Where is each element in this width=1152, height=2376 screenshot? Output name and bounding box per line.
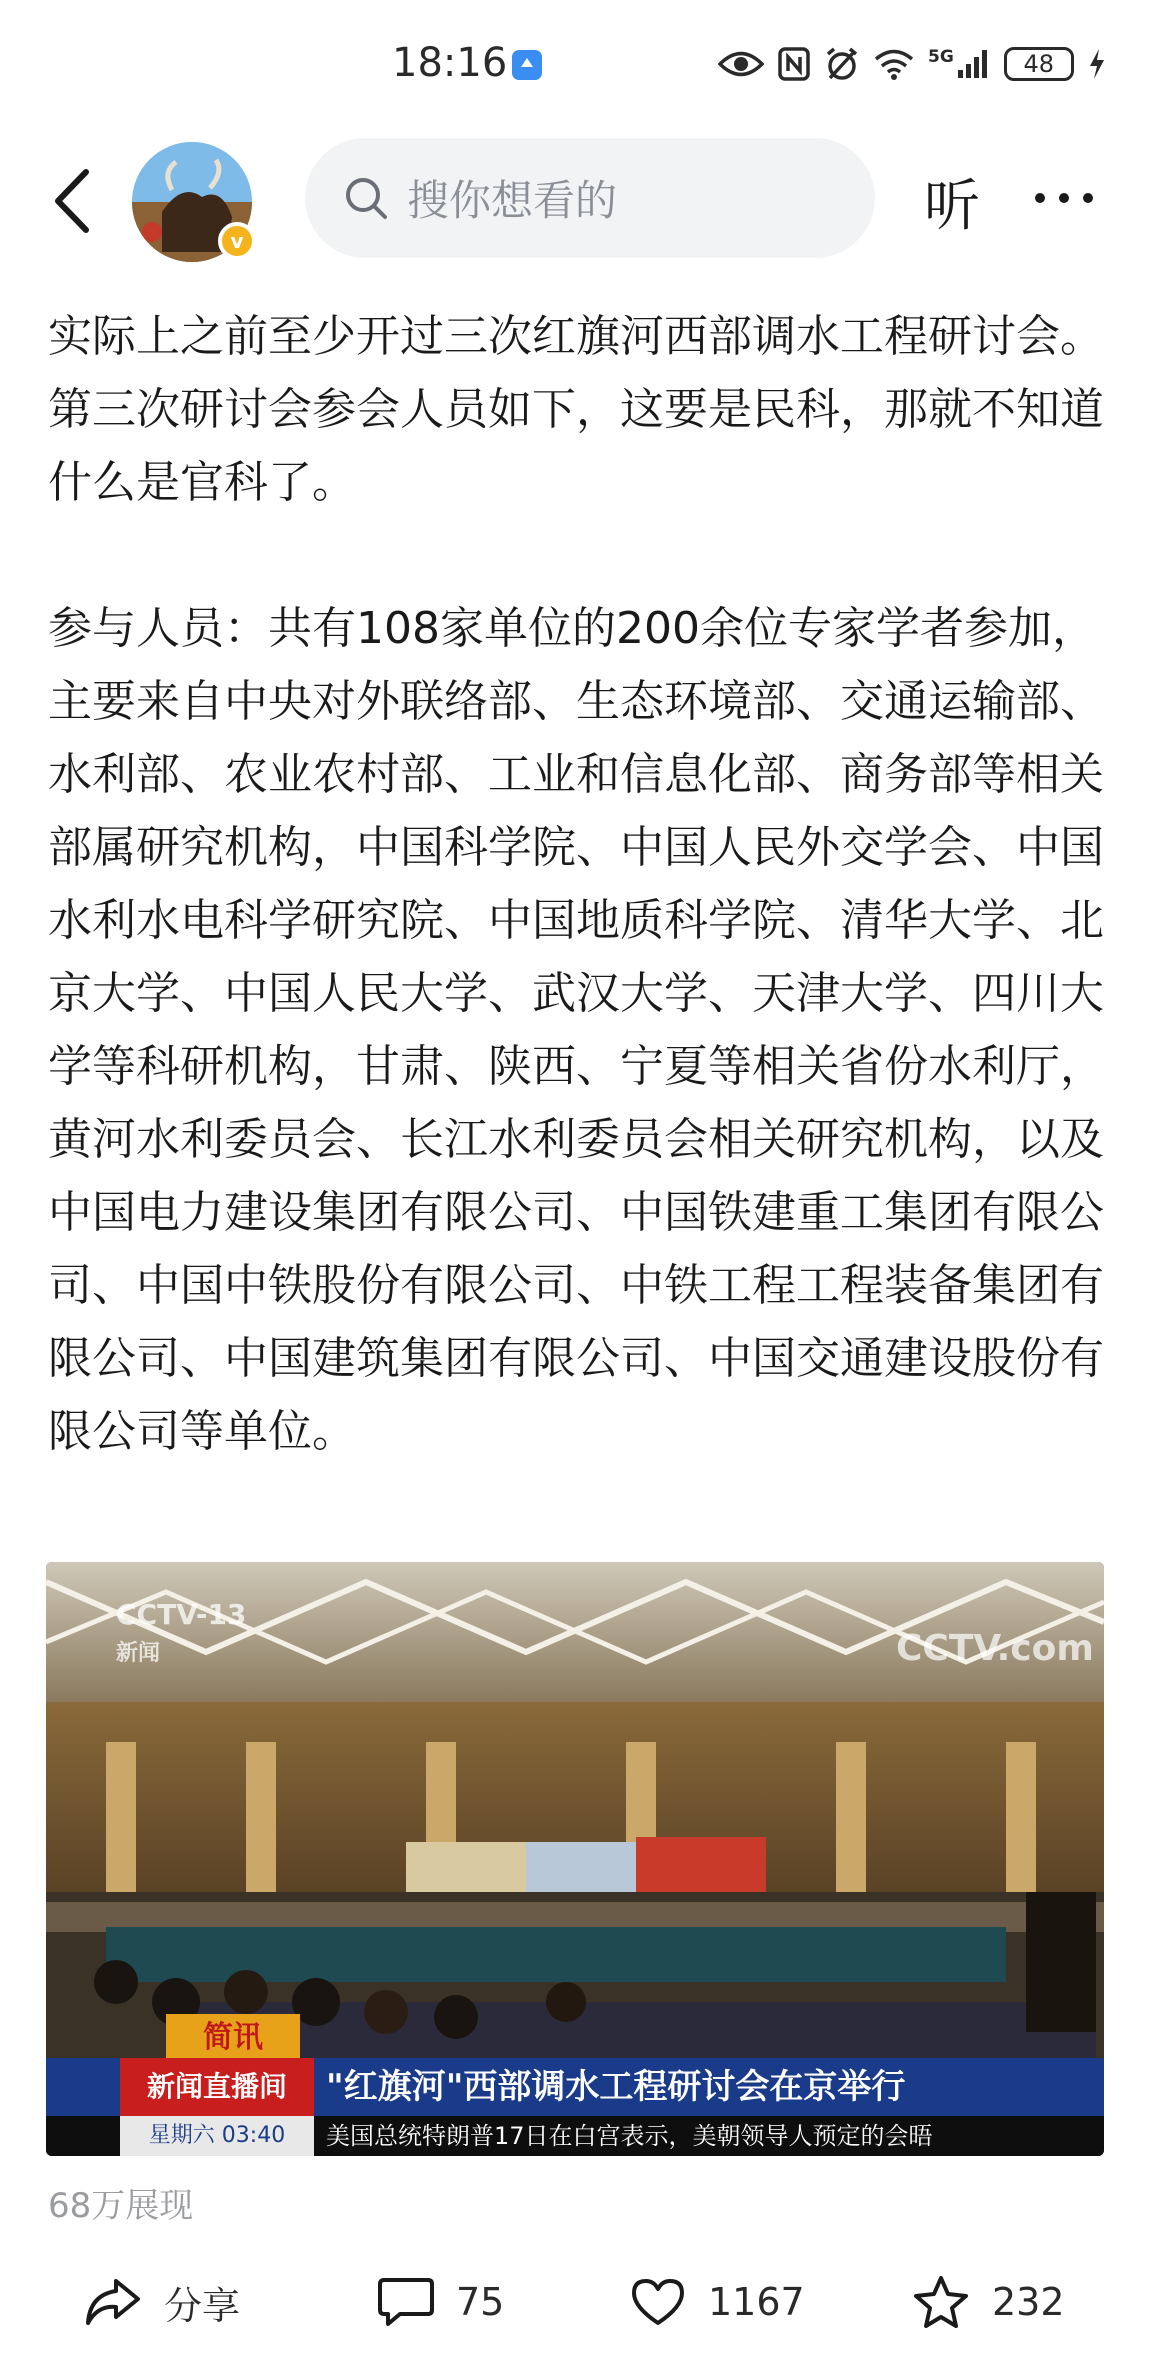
- listen-button[interactable]: 听: [924, 174, 980, 239]
- caption-tag: 简讯: [166, 2014, 300, 2062]
- more-icon[interactable]: [1032, 188, 1096, 208]
- battery-indicator: 48: [1004, 47, 1074, 81]
- back-arrow-icon[interactable]: [48, 166, 98, 236]
- share-button[interactable]: [84, 2262, 240, 2342]
- news-photo[interactable]: [46, 1562, 1104, 2156]
- article-paragraph: 实际上之前至少开过三次红旗河西部调水工程研讨会。第三次研讨会参会人员如下，这要是民科，那就不知道什么是官科了。: [48, 311, 1104, 508]
- channel-watermark-sub: 新闻: [116, 1641, 161, 1666]
- top-nav: [0, 130, 1152, 270]
- status-time: 18:16: [392, 40, 508, 86]
- article-paragraph: 参与人员：共有108家单位的200余位专家学者参加，主要来自中央对外联络部、生态环境部、交通运输部、水利部、农业农村部、工业和信息化部、商务部等相关部属研究机构，中国科学院、中国人民外交学会、中国水利水电科学研究院、中国地质科学院、清华大学、北京大学、中国人民大学、武汉大学、天津大学、四川大学等科研机构，甘肃、陕西、宁夏等相关省份水利厅，黄河水利委员会、长江水利委员会相关研究机构，以及中国电力建设集团有限公司、中国铁建重工集团有限公司、中国中铁股份有限公司、中铁工程工程装备集团有限公司、中国建筑集团有限公司、中国交通建设股份有限公司等单位。: [48, 603, 1104, 1457]
- share-icon: [84, 2277, 142, 2327]
- status-icons: [718, 42, 1106, 86]
- wifi-icon: [874, 48, 914, 80]
- search-placeholder: 搜你想看的: [407, 176, 618, 225]
- favorite-button[interactable]: [912, 2262, 1065, 2342]
- like-button[interactable]: [630, 2262, 805, 2342]
- site-watermark: CCTV.com: [896, 1628, 1094, 1669]
- favorite-count: 232: [992, 2280, 1065, 2324]
- comment-button[interactable]: [378, 2262, 504, 2342]
- channel-watermark: CCTV-13: [116, 1598, 247, 1631]
- eye-icon: [718, 49, 764, 79]
- nfc-icon: [778, 47, 810, 81]
- paragraph-spacer: [48, 519, 1108, 592]
- verified-badge: v: [218, 222, 256, 260]
- ticker-time: 星期六 03:40: [120, 2116, 314, 2156]
- view-count: 68万展现: [48, 2186, 194, 2226]
- caption-headline: "红旗河"西部调水工程研讨会在京举行: [326, 2067, 906, 2107]
- live-label: 新闻直播间: [120, 2058, 314, 2116]
- article-body: [48, 300, 1108, 1468]
- network-type: 5G: [928, 47, 954, 67]
- heart-icon: [630, 2277, 686, 2327]
- star-icon: [912, 2274, 970, 2330]
- signal-icon: [956, 48, 990, 80]
- ticker-text: 美国总统特朗普17日在白宫表示，美朝领导人预定的会晤: [326, 2122, 933, 2150]
- comment-count: 75: [456, 2280, 505, 2324]
- app-notification-icon: [512, 50, 542, 80]
- status-bar: [0, 0, 1152, 130]
- alarm-off-icon: [824, 46, 860, 82]
- comment-icon: [378, 2276, 434, 2328]
- search-icon: [343, 175, 389, 221]
- charging-icon: [1088, 48, 1106, 80]
- share-label: 分享: [164, 2283, 241, 2328]
- search-input[interactable]: [305, 138, 875, 258]
- like-count: 1167: [708, 2280, 805, 2324]
- action-bar: [0, 2262, 1152, 2342]
